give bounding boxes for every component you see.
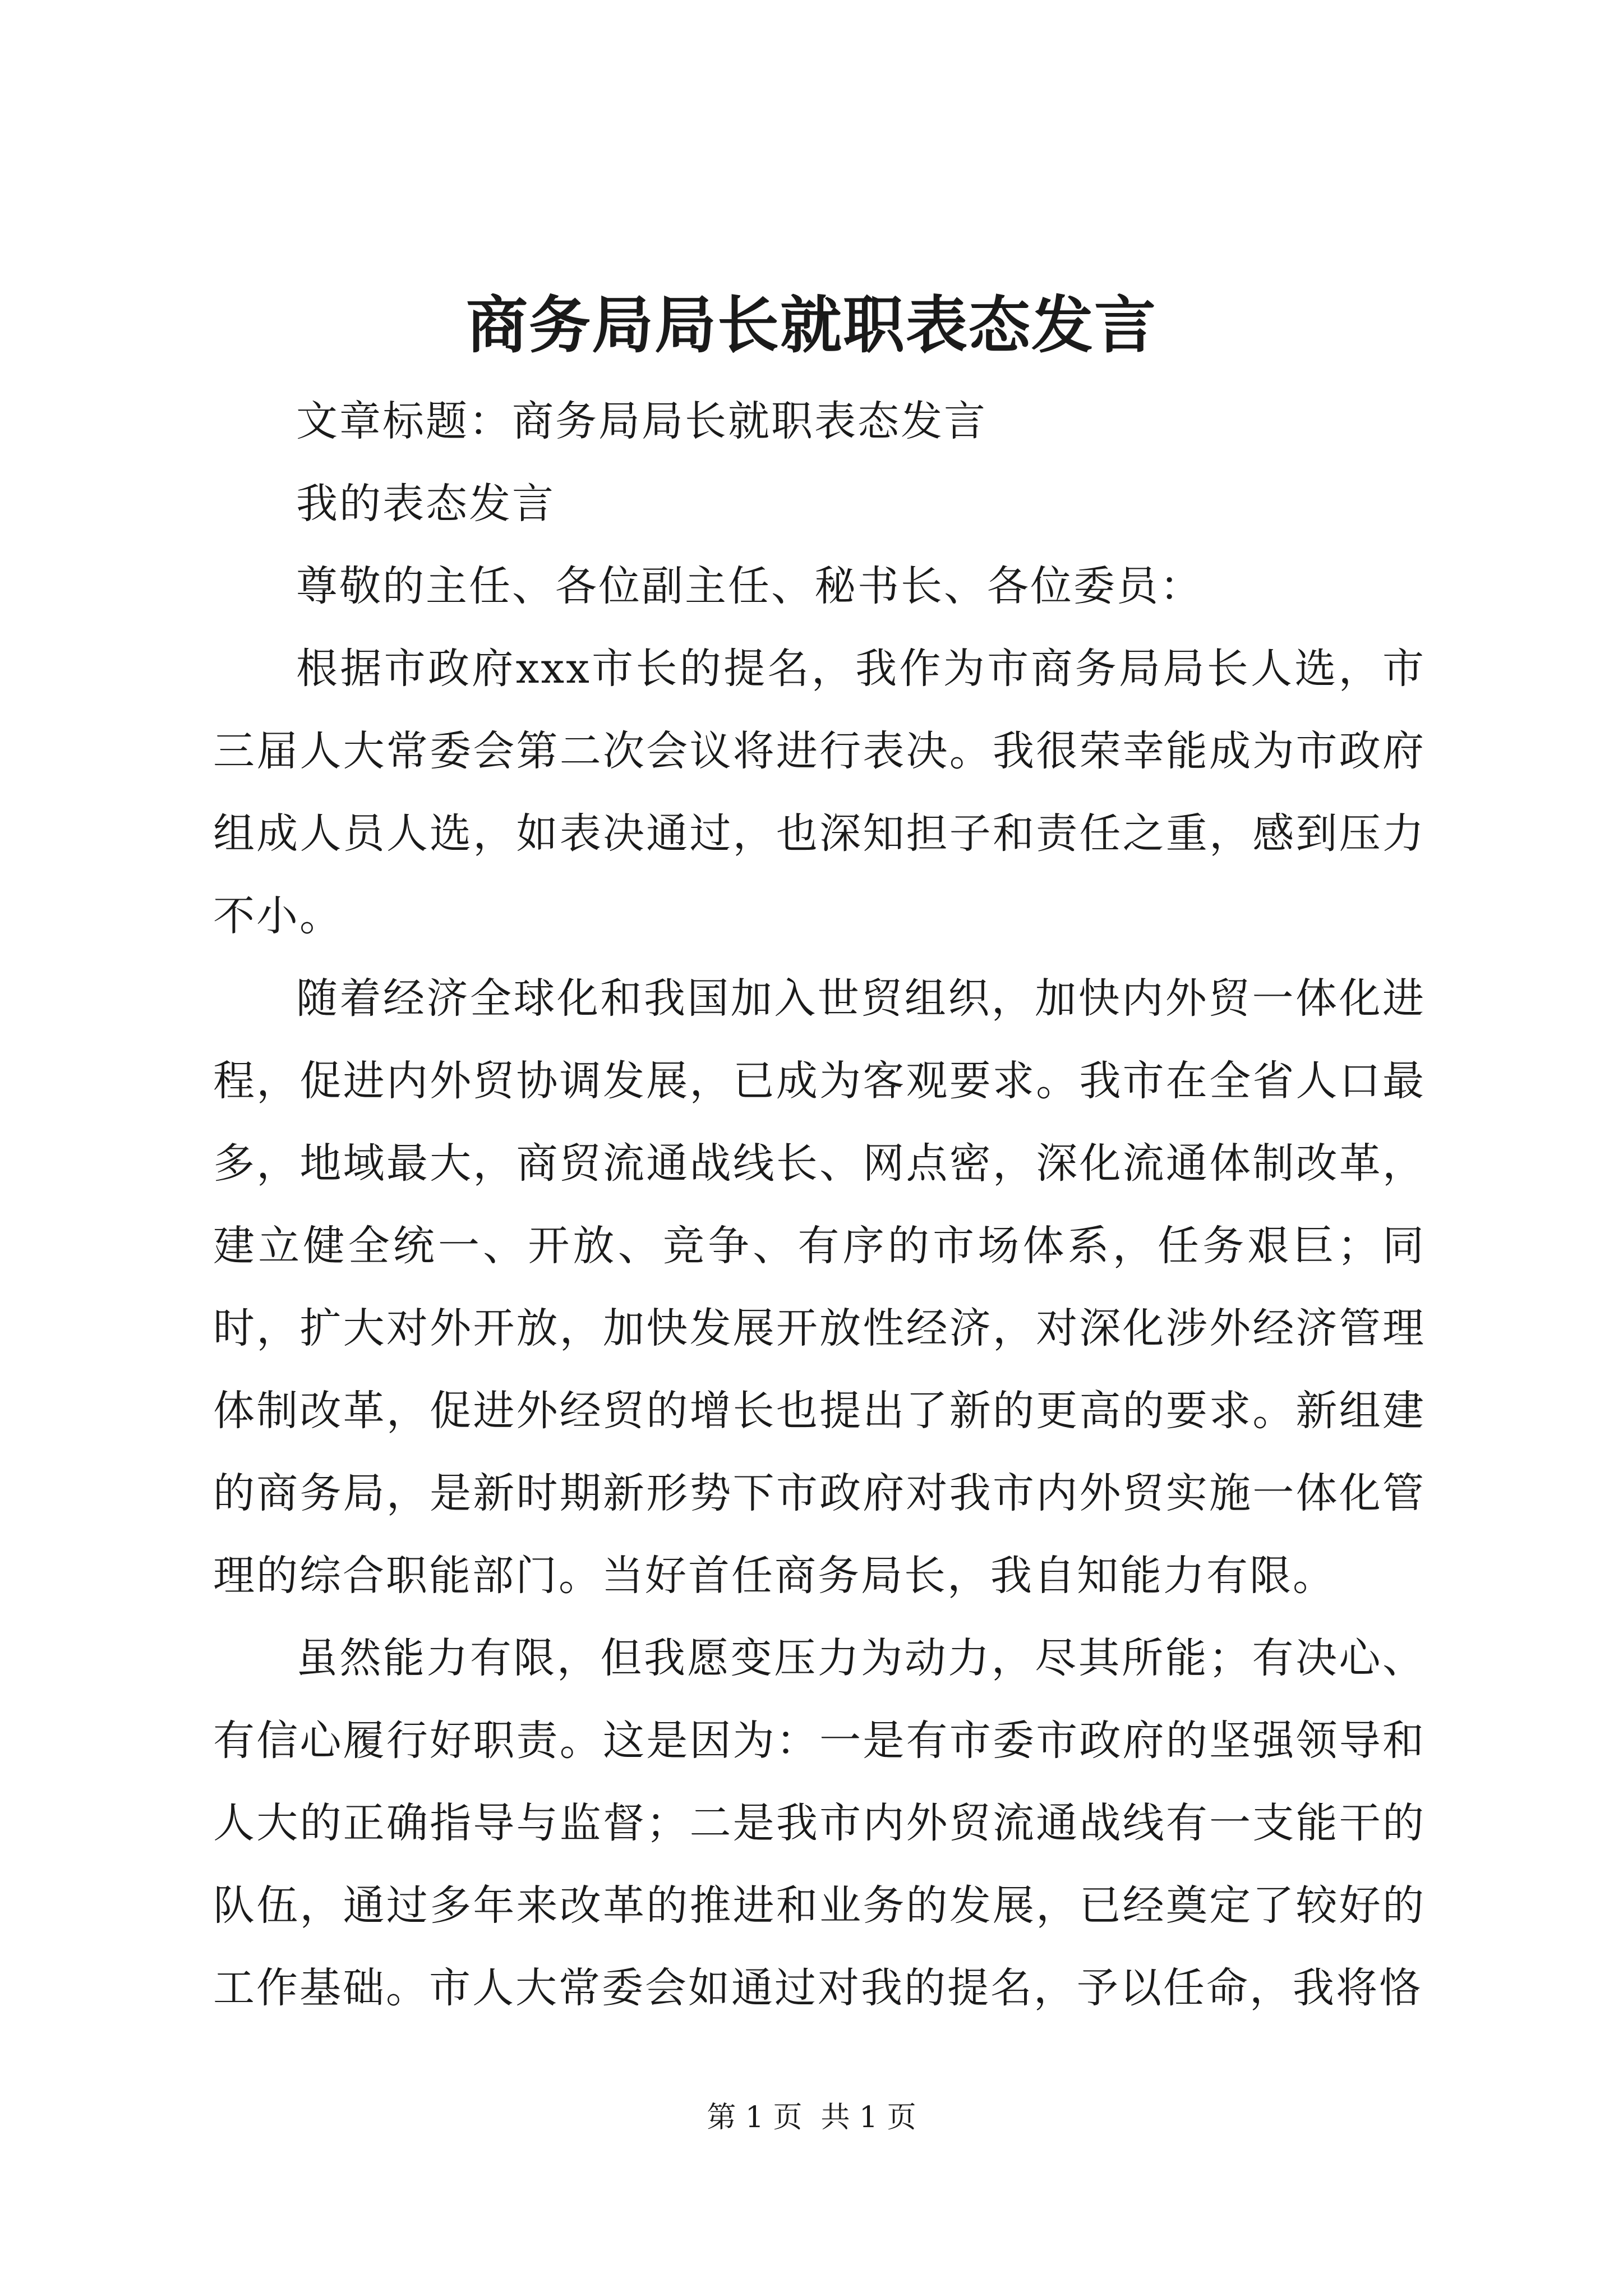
document-title: 商务局局长就职表态发言	[466, 289, 1157, 361]
paragraph-speech-heading: 我的表态发言	[296, 480, 555, 528]
page-footer: 第 1 页 共 1 页	[707, 2101, 916, 2134]
paragraph-body-2: 随着经济全球化和我国加入世贸组织，加快内外贸一体化进程，促进内外贸协调发展，已成为客观要求。我市在全省人口最多，地域最大，商贸流通战线长、网点密，深化流通体制改革，建立健全统一、开放、竞争、有序的市场体系，任务艰巨；同时，扩大对外开放，加快发展开放性经济，对深化涉外经济管理体制改革，促进外经贸的增长也提出了新的更高的要求。新组建的商务局，是新时期新形势下市政府对我市内外贸实施一体化管理的综合职能部门。当好首任商务局长，我自知能力有限。	[213, 974, 1426, 1600]
document-body	[213, 380, 1426, 2030]
paragraph-article-title: 文章标题：商务局局长就职表态发言	[296, 397, 987, 445]
paragraph-salutation: 尊敬的主任、各位副主任、秘书长、各位委员：	[296, 562, 1203, 610]
paragraph-body-1: 根据市政府xxx市长的提名，我作为市商务局局长人选，市三届人大常委会第二次会议将进行表决。我很荣幸能成为市政府组成人员人选，如表决通过，也深知担子和责任之重，感到压力不小。	[213, 645, 1426, 940]
paragraph-body-3: 虽然能力有限，但我愿变压力为动力，尽其所能；有决心、有信心履行好职责。这是因为：一是有市委市政府的坚强领导和人大的正确指导与监督；二是我市内外贸流通战线有一支能干的队伍，通过多年来改革的推进和业务的发展，已经奠定了较好的工作基础。市人大常委会如通过对我的提名，予以任命，我将恪	[213, 1634, 1426, 2012]
